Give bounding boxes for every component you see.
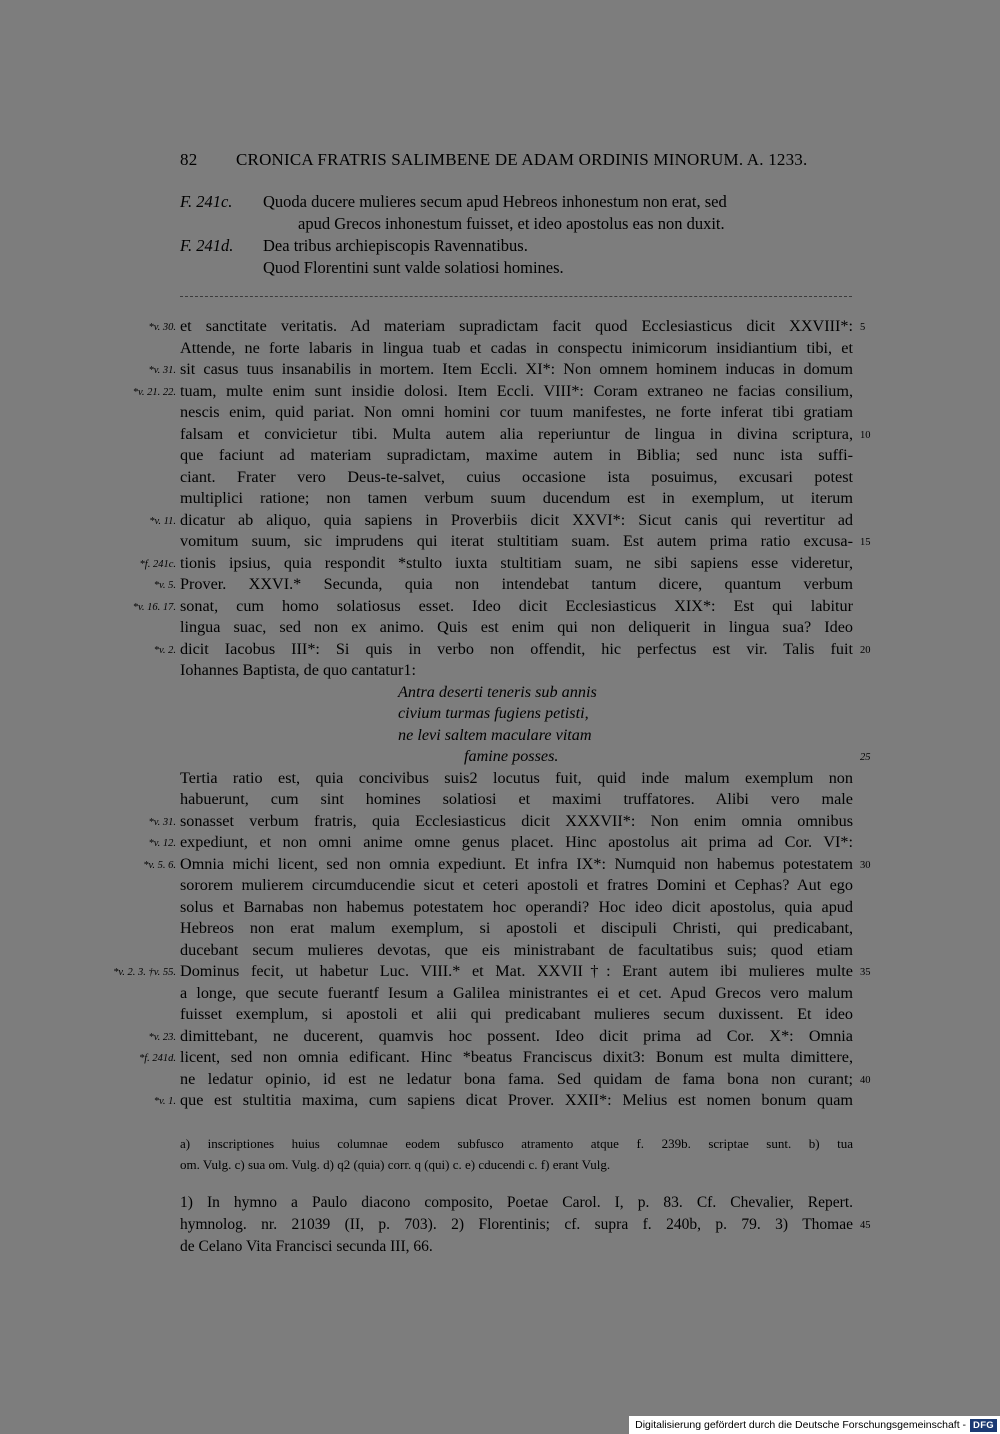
line-text: ne ledatur opinio, id est ne ledatur bona fama. Sed quidam de fama bona non curant; xyxy=(180,1069,853,1088)
text-line xyxy=(113,961,871,983)
text-line xyxy=(180,467,853,489)
margin-verse-ref: *v. 31. xyxy=(148,816,176,828)
line-text: et sanctitate veritatis. Ad materiam supradictam facit quod Ecclesiasticus dicit XXVIII*: xyxy=(180,317,853,335)
line-text: licent, sed non omnia edificant. Hinc *beatus Franciscus dixit3: Bonum est multa dimittere, xyxy=(180,1048,853,1066)
line-number: 20 xyxy=(860,644,871,656)
text-line xyxy=(180,1236,853,1258)
summary-line xyxy=(180,192,852,214)
line-text: hymnolog. nr. 21039 (II, p. 703). 2) Florentinis; cf. supra f. 240b, p. 79. 3) Thomae xyxy=(180,1216,853,1233)
text-line xyxy=(153,1090,853,1112)
folio-ref: F. 241c. xyxy=(180,192,233,211)
line-text: sororem mulierem circumducendie sicut et ceteri apostoli et fratres Domini et Cephas? Aut ego xyxy=(180,876,853,894)
line-number: 5 xyxy=(860,322,866,333)
text-line xyxy=(180,918,853,940)
line-text: vomitum suum, sic imprudens qui iterat stultitiam suam. Est autem prima ratio excusa- xyxy=(180,532,853,550)
text-line xyxy=(180,1069,871,1091)
margin-verse-ref: *v. 1. xyxy=(153,1096,176,1107)
line-text: Iohannes Baptista, de quo cantatur1: xyxy=(180,661,416,679)
folio-ref: F. 241d. xyxy=(180,236,234,255)
line-text: Dominus fecit, ut habetur Luc. VIII.* et Mat. XXVII†: Erant autem ibi mulieres multe xyxy=(180,962,853,980)
line-text: Attende, ne forte labaris in lingua tuab et cadas in conspectu inimicorum insidiantium tibi, et xyxy=(180,338,853,357)
text-line xyxy=(149,510,853,532)
margin-verse-ref: *v. 12. xyxy=(148,838,176,849)
text-line xyxy=(180,940,853,962)
margin-verse-ref: *v. 31. xyxy=(148,365,176,376)
line-text: om. Vulg. c) sua om. Vulg. d) q2 (quia) corr. q (qui) c. e) cducendi c. f) erant Vulg. xyxy=(180,1157,611,1172)
text-line xyxy=(148,316,866,338)
line-text: lingua suac, sed non ex animo. Quis est enim qui non deliquerit in lingua sua? Ideo xyxy=(180,618,853,636)
dfg-logo: DFG xyxy=(970,1419,997,1432)
line-text: Hebreos non erat malum exemplum, si apostoli et discipuli Christi, qui predicabant, xyxy=(180,919,853,937)
footnotes xyxy=(180,1192,871,1258)
line-number: 40 xyxy=(860,1074,871,1086)
line-text: que est stultitia maxima, cum sapiens dicat Prover. XXII*: Melius est nomen bonum quam xyxy=(180,1091,853,1109)
margin-verse-ref: *f. 241d. xyxy=(138,1053,176,1064)
text-line xyxy=(180,1004,853,1026)
summary-line xyxy=(180,214,852,236)
text-line xyxy=(180,1154,853,1175)
text-line xyxy=(138,1047,853,1069)
text-line xyxy=(180,338,853,360)
margin-verse-ref: *v. 30. xyxy=(148,322,176,333)
line-text: Prover. XXVI.* Secunda, quia non intendebat tantum dicere, quantum verbum xyxy=(180,575,853,593)
text-line xyxy=(180,1214,871,1236)
text-line xyxy=(153,639,871,661)
line-text: dicatur ab aliquo, quia sapiens in Proverbiis dicit XXVI*: Sicut canis qui revertitur ad xyxy=(180,510,853,529)
line-text: habuerunt, cum sint homines solatiosi et maximi truffatores. Alibi vero male xyxy=(180,790,853,808)
line-number: 15 xyxy=(860,537,871,548)
main-text xyxy=(113,316,871,1112)
summary-text: Quoda ducere mulieres secum apud Hebreos inhonestum non erat, sed xyxy=(263,192,727,211)
text-line xyxy=(148,359,853,381)
text-line xyxy=(148,1026,853,1048)
running-title: CRONICA FRATRIS SALIMBENE DE ADAM ORDINIS MINORUM. A. 1233. xyxy=(236,150,808,169)
text-line xyxy=(180,660,853,682)
line-text: ciant. Frater vero Deus-te-salvet, cuius occasione ista posuimus, excusari potest xyxy=(180,467,853,486)
line-text: 1) In hymno a Paulo diacono composito, Poetae Carol. I, p. 83. Cf. Chevalier, Repert. xyxy=(180,1194,853,1211)
page-number: 82 xyxy=(180,150,198,169)
margin-verse-ref: *v. 2. xyxy=(153,644,176,656)
text-line xyxy=(180,875,853,897)
line-text: multiplici ratione; non tamen verbum suum ducendum est in exemplum, ut iterum xyxy=(180,489,853,507)
text-line xyxy=(180,488,853,510)
line-text: dimittebant, ne ducerent, quamvis hoc possent. Ideo dicit prima ad Cor. X*: Omnia xyxy=(180,1026,853,1045)
text-line xyxy=(148,811,853,833)
credit-text: Digitalisierung gefördert durch die Deutsche Forschungsgemeinschaft - xyxy=(635,1419,967,1431)
line-text: nescis enim, quid pariat. Non omni homini cor tuum manifestes, ne forte inferat tibi gratiam xyxy=(180,403,853,421)
text-line xyxy=(180,445,853,467)
line-text: sonasset verbum fratris, quia Ecclesiasticus dicit XXXVII*: Non enim omnia omnibus xyxy=(180,811,853,830)
text-line xyxy=(180,424,871,446)
margin-verse-ref: *v. 11. xyxy=(149,515,176,527)
folio-summary xyxy=(180,192,852,280)
margin-verse-ref: *v. 23. xyxy=(148,1031,176,1043)
line-text: civium turmas fugiens petisti, xyxy=(398,704,589,722)
line-text: falsam et convicietur tibi. Multa autem alia reperiuntur de lingua in divina scriptura, xyxy=(180,424,853,443)
line-text: a longe, que secute fuerantf Iesum a Galilea ministrantes ei et cet. Apud Grecos vero malum xyxy=(180,983,853,1002)
text-line xyxy=(180,703,853,725)
margin-verse-ref: *v. 2. 3. †v. 55. xyxy=(113,967,176,978)
line-number: 25 xyxy=(860,752,871,763)
line-text: a) inscriptiones huius columnae eodem subfusco atramento atque f. 239b. scriptae sunt. b) tua xyxy=(180,1136,853,1151)
line-text: Antra deserti teneris sub annis xyxy=(398,682,597,701)
line-text: famine posses. xyxy=(464,747,559,765)
line-text: expediunt, et non omni anime omne genus placet. Hinc apostolus ait prima ad Cor. VI*: xyxy=(180,833,853,851)
text-line xyxy=(180,1133,853,1154)
line-text: fuisset exemplum, si apostoli et alii qui predicabant mulieres secum duxissent. Et ideo xyxy=(180,1005,853,1023)
line-text: ducebant secum mulieres devotas, que eis ministrabant de facultatibus suis; quod etiam xyxy=(180,940,853,959)
line-number: 10 xyxy=(860,429,871,441)
text-line xyxy=(180,682,853,704)
separator-rule xyxy=(180,296,852,297)
text-line xyxy=(180,897,853,919)
line-text: que faciunt ad materiam supradictam, maxime autem in Biblia; sed nunc ista suffi- xyxy=(180,446,853,464)
margin-verse-ref: *v. 16. 17. xyxy=(132,601,176,613)
text-line xyxy=(180,768,853,790)
line-text: sit casus tuus insanabilis in mortem. Item Eccli. XI*: Non omnem hominem inducas in domum xyxy=(180,360,853,378)
line-text: de Celano Vita Francisci secunda III, 66. xyxy=(180,1238,433,1255)
critical-apparatus xyxy=(180,1133,853,1175)
line-number: 30 xyxy=(860,859,871,871)
line-number: 45 xyxy=(860,1220,871,1231)
text-line xyxy=(143,854,871,876)
text-line xyxy=(180,789,853,811)
line-text: sonat, cum homo solatiosus esset. Ideo dicit Ecclesiasticus XIX*: Est qui labitur xyxy=(180,596,853,615)
line-text: ne levi saltem maculare vitam xyxy=(398,725,592,744)
margin-verse-ref: *v. 21. 22. xyxy=(132,386,176,398)
margin-verse-ref: *v. 5. 6. xyxy=(143,859,176,871)
margin-verse-ref: *f. 241c. xyxy=(139,558,176,570)
text-line xyxy=(139,553,853,575)
summary-line xyxy=(180,258,852,280)
summary-text: apud Grecos inhonestum fuisset, et ideo apostolus eas non duxit. xyxy=(298,214,725,233)
text-line xyxy=(180,1192,853,1214)
text-line xyxy=(132,381,853,403)
digitization-credit xyxy=(629,1416,1000,1434)
line-text: Omnia michi licent, sed non omnia expediunt. Et infra IX*: Numquid non habemus potestatem xyxy=(180,854,853,873)
text-line xyxy=(180,746,871,768)
text-line xyxy=(153,574,853,596)
line-text: Tertia ratio est, quia concivibus suis2 locutus fuit, quid inde malum exemplum non xyxy=(180,768,853,787)
text-line xyxy=(148,832,853,854)
summary-text: Quod Florentini sunt valde solatiosi homines. xyxy=(263,258,564,277)
line-text: tionis ipsius, quia respondit *stulto iuxta stultitiam suam, ne sibi sapiens esse videretur, xyxy=(180,553,853,572)
text-line xyxy=(180,983,853,1005)
margin-verse-ref: *v. 5. xyxy=(153,580,176,591)
line-text: dicit Iacobus III*: Si quis in verbo non offendit, hic perfectus est vir. Talis fuit xyxy=(180,639,853,658)
line-text: tuam, multe enim sunt insidie dolosi. Item Eccli. VIII*: Coram extraneo ne facias consilium, xyxy=(180,381,853,400)
summary-text: Dea tribus archiepiscopis Ravennatibus. xyxy=(263,236,528,255)
text-line xyxy=(180,531,871,553)
line-text: solus et Barnabas non habemus potestatem hoc operandi? Hoc ideo dicit apostolus, quia apud xyxy=(180,897,853,916)
line-number: 35 xyxy=(860,967,871,978)
text-line xyxy=(180,402,853,424)
text-line xyxy=(180,725,853,747)
summary-line xyxy=(180,236,852,258)
text-line xyxy=(180,617,853,639)
text-line xyxy=(132,596,853,618)
